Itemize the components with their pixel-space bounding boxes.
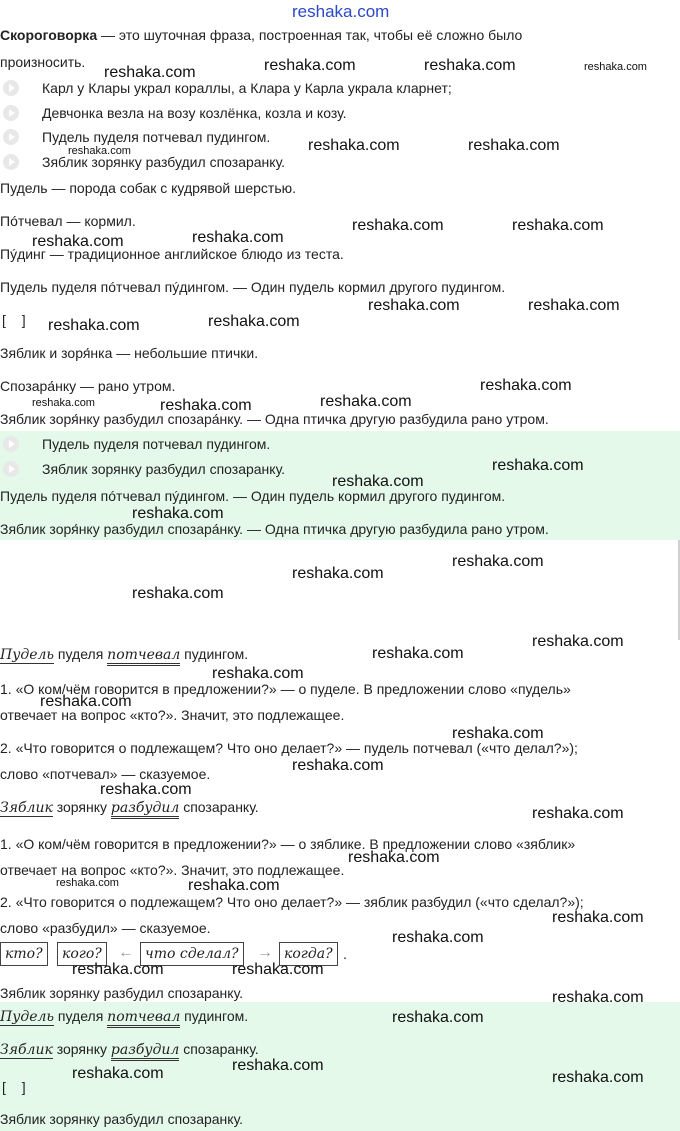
subject-word: Пудель [0,647,55,663]
watermark: reshaka.com [32,397,95,409]
watermark: reshaka.com [68,145,131,157]
note-fed: Пóтчевал — кормил. [0,213,136,229]
audio-item-label: Пудель пуделя потчевал пудингом. [42,436,271,452]
watermark: reshaka.com [100,781,192,798]
watermark: reshaka.com [348,849,440,866]
watermark: reshaka.com [368,297,460,314]
play-icon[interactable] [3,105,19,121]
watermark: reshaka.com [264,57,356,74]
watermark: reshaka.com [532,633,624,650]
watermark: reshaka.com [188,877,280,894]
watermark: reshaka.com [208,313,300,330]
analysis-step: слово «потчевал» — сказуемое. [0,766,211,782]
watermark: reshaka.com [468,137,560,154]
predicate-word: потчевал [107,647,180,666]
answer-line: Зяблик зорянку разбудил спозаранку. [0,1111,244,1127]
scheme-box-who: кто? [0,942,48,966]
watermark: reshaka.com [104,64,196,81]
watermark: reshaka.com [132,505,224,522]
watermark: reshaka.com [48,317,140,334]
watermark: reshaka.com [392,1009,484,1026]
sentence-word: пудингом. [180,646,249,662]
watermark: reshaka.com [452,553,544,570]
scheme-box-when: когда? [279,942,338,966]
analysis-step: отвечает на вопрос «кто?». Значит, это подлежащее. [0,862,345,878]
note-pudding: Пýдинг — традиционное английское блюдо из теста. [0,246,344,262]
watermark: reshaka.com [320,393,412,410]
answer-line: Пудель пуделя пóтчевал пýдингом. — Один пудель кормил другого пудингом. [0,488,506,504]
sentence-word: пудингом. [180,1008,249,1024]
audio-item-label: Девчонка везла на возу козлёнка, козла и козу. [42,105,347,121]
parsed-sentence-1 [0,1008,248,1025]
empty-bracket: [ ] [2,1079,32,1095]
watermark: reshaka.com [552,909,644,926]
watermark[interactable]: reshaka.com [292,2,390,21]
watermark: reshaka.com [132,585,224,602]
watermark: reshaka.com [352,217,444,234]
scheme-dot: . [343,946,347,962]
watermark: reshaka.com [72,1065,164,1082]
watermark: reshaka.com [32,233,124,250]
watermark: reshaka.com [332,473,424,490]
sentence-word: пуделя [54,1008,108,1024]
watermark: reshaka.com [528,297,620,314]
answer-line: Зяблик зоря́нку разбудил спозара́нку. — Одна птичка другую разбудила рано утром. [0,521,549,537]
sentence-word: пуделя [54,646,108,662]
definition-line [0,27,522,43]
definition-line-2: произносить. [0,54,86,70]
sentence-word: спозаранку. [179,1041,259,1057]
watermark: reshaka.com [160,397,252,414]
watermark: reshaka.com [392,929,484,946]
play-icon[interactable] [3,154,19,170]
audio-item-label: Зяблик зорянку разбудил спозаранку. [42,461,286,477]
arrow-right-icon: → [257,944,273,961]
watermark: reshaka.com [292,757,384,774]
watermark: reshaka.com [492,457,584,474]
arrow-left-icon: ← [118,944,134,961]
note-poodle: Пудель — порода собак с кудрявой шерстью. [0,180,297,196]
note-birds: Зяблик и зоря́нка — небольшие птички. [0,345,259,361]
scheme-box-what-did: что сделал? [140,942,244,966]
predicate-word: разбудил [111,1042,179,1061]
sentence-word: зорянку [52,799,111,815]
analysis-step: 2. «Что говорится о подлежащем? Что оно делает?» — пудель потчевал («что делал?»); [0,740,578,756]
watermark: reshaka.com [452,725,544,742]
watermark: reshaka.com [232,961,324,978]
analysis-step: отвечает на вопрос «кто?». Значит, это подлежащее. [0,707,345,723]
scheme-caption: Зяблик зорянку разбудил спозаранку. [0,985,244,1001]
definition-text: — это шуточная фраза, построенная так, чтобы её сложно было [97,27,523,43]
sentence-word: зорянку [52,1041,111,1057]
watermark: reshaka.com [552,1069,644,1086]
note-early: Спозара́нку — рано утром. [0,378,176,394]
subject-word: Зяблик [0,1042,53,1058]
watermark: reshaka.com [192,229,284,246]
predicate-word: потчевал [107,1009,180,1028]
note-sentence-meaning: Пудель пуделя пóтчевал пýдингом. — Один пудель кормил другого пудингом. [0,279,506,295]
subject-word: Зяблик [0,800,53,816]
sentence-word: спозаранку. [179,799,259,815]
empty-bracket: [ ] [2,312,32,328]
watermark: reshaka.com [372,645,464,662]
watermark: reshaka.com [584,61,647,73]
parsed-sentence-1 [0,646,248,663]
parsed-sentence-2 [0,799,259,816]
note-birds-meaning: Зяблик зоря́нку разбудил спозара́нку. — Одна птичка другую разбудила рано утром. [0,411,549,427]
watermark: reshaka.com [40,693,132,710]
play-icon[interactable] [3,80,19,96]
watermark: reshaka.com [480,377,572,394]
watermark: reshaka.com [532,805,624,822]
analysis-step: 1. «О ком/чём говорится в предложении?» — о зяблике. В предложении слово «зяблик» [0,836,576,852]
analysis-step: слово «разбудил» — сказуемое. [0,920,211,936]
scheme-box-whom: кого? [57,942,107,966]
watermark: reshaka.com [232,1057,324,1074]
definition-term: Скороговорка [0,27,98,43]
play-icon[interactable] [3,461,19,477]
watermark: reshaka.com [552,989,644,1006]
subject-word: Пудель [0,1009,55,1025]
watermark: reshaka.com [56,877,119,889]
play-icon[interactable] [3,436,19,452]
watermark: reshaka.com [308,137,400,154]
watermark: reshaka.com [72,961,164,978]
audio-item-label: Карл у Клары украл кораллы, а Клара у Карла украла кларнет; [42,80,452,96]
analysis-step: 2. «Что говорится о подлежащем? Что оно делает?» — зяблик разбудил («что сделал?»); [0,894,584,910]
watermark: reshaka.com [424,57,516,74]
predicate-word: разбудил [111,800,179,819]
play-icon[interactable] [3,129,19,145]
watermark: reshaka.com [512,217,604,234]
analysis-step: 1. «О ком/чём говорится в предложении?» — о пуделе. В предложении слово «пудель» [0,681,571,697]
audio-item-label: Пудель пуделя потчевал пудингом. [42,129,271,145]
parsed-sentence-2 [0,1041,259,1058]
watermark: reshaka.com [212,665,304,682]
audio-item-label: Зяблик зорянку разбудил спозаранку. [42,154,286,170]
watermark: reshaka.com [292,565,384,582]
